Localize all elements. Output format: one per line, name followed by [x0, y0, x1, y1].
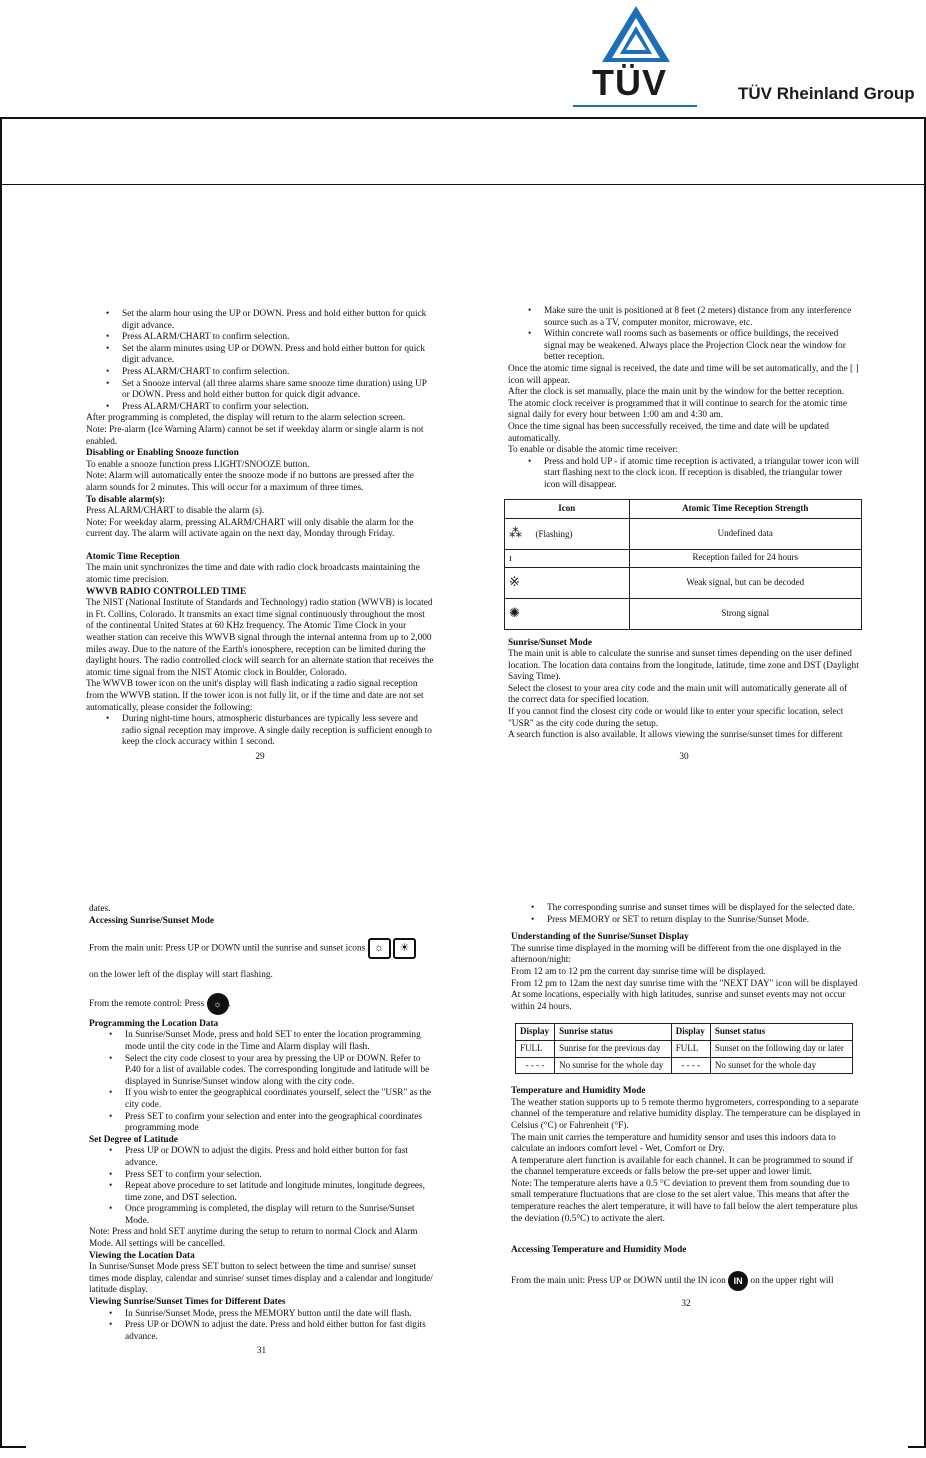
section-heading: Temperature and Humidity Mode	[511, 1086, 646, 1097]
reception-strength-table	[504, 499, 862, 630]
sunrise-sunset-status-table	[515, 1023, 853, 1074]
section-heading: Viewing the Location Data	[89, 1250, 195, 1261]
sunrise-display-list	[511, 903, 861, 926]
table-header: Sunrise status	[555, 1024, 672, 1041]
paragraph: A search function is also available. It allows viewing the sunrise/sunset times for different	[508, 730, 843, 741]
section-heading: To disable alarm(s):	[86, 494, 166, 505]
paragraph: The main unit carries the temperature and humidity sensor and uses this indoors data to calculate an indoors comfort level - Wet, Comfort or Dry.	[511, 1132, 836, 1155]
list-item: • Set the alarm hour using the UP or DOWN. Press and hold either button for quick digit advance.	[122, 309, 434, 332]
paragraph: After the clock is set manually, place the main unit by the window for the better reception. The atomic clock receiver is programmed that it will continue to search for the atomic time signal daily for every hour between 1:00 am and 4:30 am.	[508, 387, 847, 421]
list-item: • Press UP or DOWN to adjust the date. Press and hold either button for fast digits advance.	[125, 1320, 434, 1343]
table-row	[505, 598, 862, 629]
frame-bottom-left-rule	[0, 1446, 26, 1448]
frame-left-rule	[0, 117, 2, 1447]
list-item: • Press SET to confirm your selection and enter into the geographical coordinates programming mode	[125, 1112, 434, 1135]
paragraph: From the remote control: Press ☼ .	[89, 993, 434, 1015]
paragraph: If you cannot find the closest city code or would like to enter your specific location, select "USR" as the city code during the setup.	[508, 707, 844, 729]
sunrise-icon: ☼	[368, 938, 391, 959]
paragraph: The weather station supports up to 5 remote thermo hygrometers, corresponding to a separate channel of the temperature and relative humidity display. The temperature can be displayed in Celsius (°C) or Fahrenheit (°F).	[511, 1097, 861, 1131]
manual-page-30	[508, 306, 860, 763]
list-item: • Press SET to confirm your selection.	[125, 1170, 434, 1182]
paragraph: From 12 am to 12 pm the current day sunrise time will be displayed.	[511, 966, 766, 977]
paragraph: The main unit synchronizes the time and date with radio clock broadcasts maintaining the atomic time precision.	[86, 563, 420, 586]
logo-underline	[573, 105, 697, 107]
list-item: • The corresponding sunrise and sunset times will be displayed for the selected date.	[547, 903, 861, 915]
alarm-setting-list	[86, 309, 434, 413]
list-item: • Press ALARM/CHART to confirm selection.	[122, 367, 434, 379]
list-item: • Repeat above procedure to set latitude and longitude minutes, longitude degrees, time zone, and DST selection.	[125, 1181, 434, 1204]
paragraph: Select the closest to your area city code and the main unit will automatically generate all of the correct data for specified location.	[508, 683, 848, 706]
section-heading: Programming the Location Data	[89, 1018, 219, 1029]
frame-header-rule	[0, 184, 926, 185]
placement-tips-list	[508, 306, 860, 364]
table-cell: No sunset for the whole day	[710, 1057, 852, 1074]
frame-bottom-right-rule	[908, 1446, 926, 1448]
section-heading: WWVB RADIO CONTROLLED TIME	[86, 586, 247, 597]
date-view-list	[89, 1309, 434, 1344]
list-item: • Press ALARM/CHART to confirm your selection.	[122, 402, 434, 414]
list-item: • If you wish to enter the geographical coordinates yourself, select the "USR" as the city code.	[125, 1088, 434, 1111]
list-item: • Set the alarm minutes using UP or DOWN. Press and hold either button for quick digit advance.	[122, 344, 434, 367]
paragraph: To enable or disable the atomic time receiver:	[508, 445, 678, 456]
list-item: • Press UP or DOWN to adjust the digits. Press and hold either button for fast advance.	[125, 1146, 434, 1169]
list-item: • Once programming is completed, the display will return to the Sunrise/Sunset Mode.	[125, 1204, 434, 1227]
table-cell: No sunrise for the whole day	[555, 1057, 672, 1074]
list-item: • Press ALARM/CHART to confirm selection.	[122, 332, 434, 344]
list-item: • Press MEMORY or SET to return display to the Sunrise/Sunset Mode.	[547, 915, 861, 927]
page-number: 30	[679, 751, 689, 762]
section-heading: Set Degree of Latitude	[89, 1134, 178, 1145]
page-number: 32	[681, 1298, 691, 1309]
table-header: Display	[516, 1024, 555, 1041]
list-item: • Press and hold UP - if atomic time reception is activated, a triangular tower icon will start flashing next to the clock icon. If reception is disabled, the triangular tower icon will disappear.	[544, 457, 860, 492]
paragraph: Once the time signal has been successfully received, the time and date will be updated automatically.	[508, 421, 829, 444]
paragraph: The sunrise time displayed in the morning will be different from the one displayed in the afternoon/night:	[511, 943, 842, 966]
page-number: 31	[256, 1346, 267, 1357]
section-heading: Disabling or Enabling Snooze function	[86, 448, 239, 459]
table-cell: Sunrise for the previous day	[555, 1040, 672, 1057]
reception-tips-list	[86, 714, 434, 749]
list-item: • Make sure the unit is positioned at 8 feet (2 meters) distance from any interference source such as a TV, computer monitor, microwave, etc.	[544, 306, 860, 329]
latitude-steps-list	[89, 1146, 434, 1227]
paragraph: The WWVB tower icon on the unit's display will flash indicating a radio signal reception from the WWVB station. If the tower icon is not fully lit, or if the time and date are not set automatically, please consider the following:	[86, 679, 424, 713]
instruction-text: on the upper right will	[750, 1275, 834, 1286]
paragraph: The main unit is able to calculate the sunrise and sunset times depending on the user defined location. The location data contains from the longitude, latitude, time zone and DST (Daylight Saving Time).	[508, 649, 859, 683]
list-item: • Set a Snooze interval (all three alarms share same snooze time duration) using UP or DOWN. Press and hold either button for quick digit advance.	[122, 379, 434, 402]
paragraph: From 12 pm to 12am the next day sunrise time with the "NEXT DAY" icon will be displayed	[511, 978, 858, 989]
note-paragraph: Note: The temperature alerts have a 0.5 °C deviation to prevent them from sounding due to small temperature fluctuations that are close to the set alert value. This means that after the temperature reaches the alert temperature, it will have to fall below the alert temperature plus the deviation (0.5°C) to activate the alert.	[511, 1178, 858, 1224]
section-heading: Atomic Time Reception	[86, 551, 180, 562]
table-row	[516, 1057, 853, 1074]
table-cell: Undefined data	[629, 518, 861, 549]
list-item: • During night-time hours, atmospheric disturbances are typically less severe and radio signal reception may improve. A single daily reception is sufficient enough to keep the clock accuracy within 1 second.	[122, 714, 434, 749]
tuv-logo-text: TÜV	[592, 62, 667, 103]
group-name: TÜV Rheinland Group	[738, 84, 915, 103]
tuv-triangle-logo-icon	[600, 4, 672, 64]
note-paragraph: Note: Alarm will automatically enter the snooze mode if no buttons are pressed after the alarm sounds for 2 minutes. This will occur for a maximum of three times.	[86, 471, 414, 493]
table-header: Display	[671, 1024, 710, 1041]
manual-page-32	[511, 903, 861, 1310]
paragraph: The NIST (National Institute of Standards and Technology) radio station (WWVB) is located in Ft. Collins, Colorado. It transmits an exact time signal continuously throughout the most of the continental United States at 60 KHz frequency. The Atomic Time Clock in your weather station can receive this WWVB signal through the internal antenna from up to 2,000 miles away. Due to the nature of the Earth's ionosphere, reception can be limited during the daylight hours. The radio controlled clock will search for an alternate station that receives the atomic time signal from the NIST Atomic clock in Boulder, Colorado.	[86, 598, 434, 678]
table-cell: Strong signal	[629, 598, 861, 629]
paragraph: A temperature alert function is available for each channel. It can be programmed to sound if the channel temperature exceeds or falls below the pre-set upper and lower limit.	[511, 1155, 853, 1178]
paragraph: In Sunrise/Sunset Mode press SET button to select between the time and sunrise/ sunset times mode display, calendar and sunrise/ sunset times display and a calendar and longitude/ latitude display.	[89, 1262, 433, 1296]
table-cell: Sunset on the following day or later	[710, 1040, 852, 1057]
table-row	[505, 549, 862, 567]
table-row	[505, 518, 862, 549]
paragraph: Once the atomic time signal is received, the date and time will be set automatically, and the [ ] icon will appear.	[508, 363, 859, 386]
table-row	[505, 567, 862, 598]
paragraph: To enable a snooze function press LIGHT/SNOOZE button.	[86, 459, 310, 470]
note-paragraph: Note: Press and hold SET anytime during the setup to return to normal Clock and Alarm Mode. All settings will be cancelled.	[89, 1227, 418, 1250]
location-programming-list	[89, 1030, 434, 1134]
note-paragraph: Note: For weekday alarm, pressing ALARM/CHART will only disable the alarm for the current day. The alarm will activate again on the next day, Monday through Friday.	[86, 517, 414, 540]
tower-strong-icon: ✺	[509, 605, 520, 621]
section-heading: Accessing Temperature and Humidity Mode	[511, 1245, 687, 1256]
list-item: • In Sunrise/Sunset Mode, press and hold SET to enter the location programming mode until the city code in the Time and Alarm display will flash.	[125, 1030, 434, 1053]
section-heading: Viewing Sunrise/Sunset Times for Different Dates	[89, 1297, 286, 1308]
paragraph	[511, 1271, 861, 1291]
paragraph: Press ALARM/CHART to disable the alarm (s).	[86, 506, 265, 517]
instruction-text: From the main unit: Press UP or DOWN until the sunrise and sunset icons	[89, 943, 366, 954]
note-paragraph: Note: Pre-alarm (Ice Warning Alarm) cannot be set if weekday alarm or single alarm is not enabled.	[86, 424, 424, 447]
paragraph	[89, 938, 434, 959]
section-heading: Sunrise/Sunset Mode	[508, 637, 592, 648]
tower-failed-icon: ı	[509, 552, 512, 564]
instruction-text: From the main unit: Press UP or DOWN until the IN icon	[511, 1275, 726, 1286]
paragraph: At some locations, especially with high latitudes, sunrise and sunset events may not occur within 24 hours.	[511, 990, 846, 1012]
icon-note: (Flashing)	[535, 529, 573, 540]
list-item: • Select the city code closest to your area by pressing the UP or DOWN. Refer to P.40 for a list of available codes. The corresponding longitude and latitude will be displayed in Sunrise/Sunset window along with the city code.	[125, 1054, 434, 1089]
table-cell: - - - -	[671, 1057, 710, 1074]
paragraph: dates.	[89, 904, 111, 914]
list-item: • In Sunrise/Sunset Mode, press the MEMORY button until the date will flash.	[125, 1309, 434, 1321]
table-cell: Reception failed for 24 hours	[629, 549, 861, 567]
table-cell: FULL	[671, 1040, 710, 1057]
section-heading: Accessing Sunrise/Sunset Mode	[89, 915, 214, 926]
instruction-text: From the remote control: Press	[89, 998, 205, 1009]
table-cell: Weak signal, but can be decoded	[629, 567, 861, 598]
paragraph: After programming is completed, the display will return to the alarm selection screen.	[86, 413, 406, 424]
table-cell: FULL	[516, 1040, 555, 1057]
list-item: • Within concrete wall rooms such as basements or office buildings, the received signal may be weakened. Always place the Projection Clock near the window for better reception.	[544, 329, 860, 364]
in-icon: IN	[728, 1271, 748, 1291]
section-heading: Understanding of the Sunrise/Sunset Display	[511, 932, 689, 943]
remote-sun-button-icon: ☼	[207, 993, 229, 1015]
tower-weak-icon: ※	[509, 574, 520, 590]
paragraph: on the lower left of the display will start flashing.	[89, 970, 273, 981]
receiver-toggle-list	[508, 457, 860, 492]
manual-page-29	[86, 309, 434, 764]
page-number: 29	[255, 751, 265, 762]
manual-page-31	[89, 904, 434, 1358]
table-header: Atomic Time Reception Strength	[629, 499, 861, 518]
frame-top-rule	[0, 117, 926, 119]
sunset-icon: ☀	[393, 938, 416, 959]
table-header: Sunset status	[710, 1024, 852, 1041]
table-row	[516, 1040, 853, 1057]
table-header: Icon	[505, 499, 630, 518]
tower-flashing-icon: ⁂	[509, 525, 522, 541]
table-cell: - - - -	[516, 1057, 555, 1074]
